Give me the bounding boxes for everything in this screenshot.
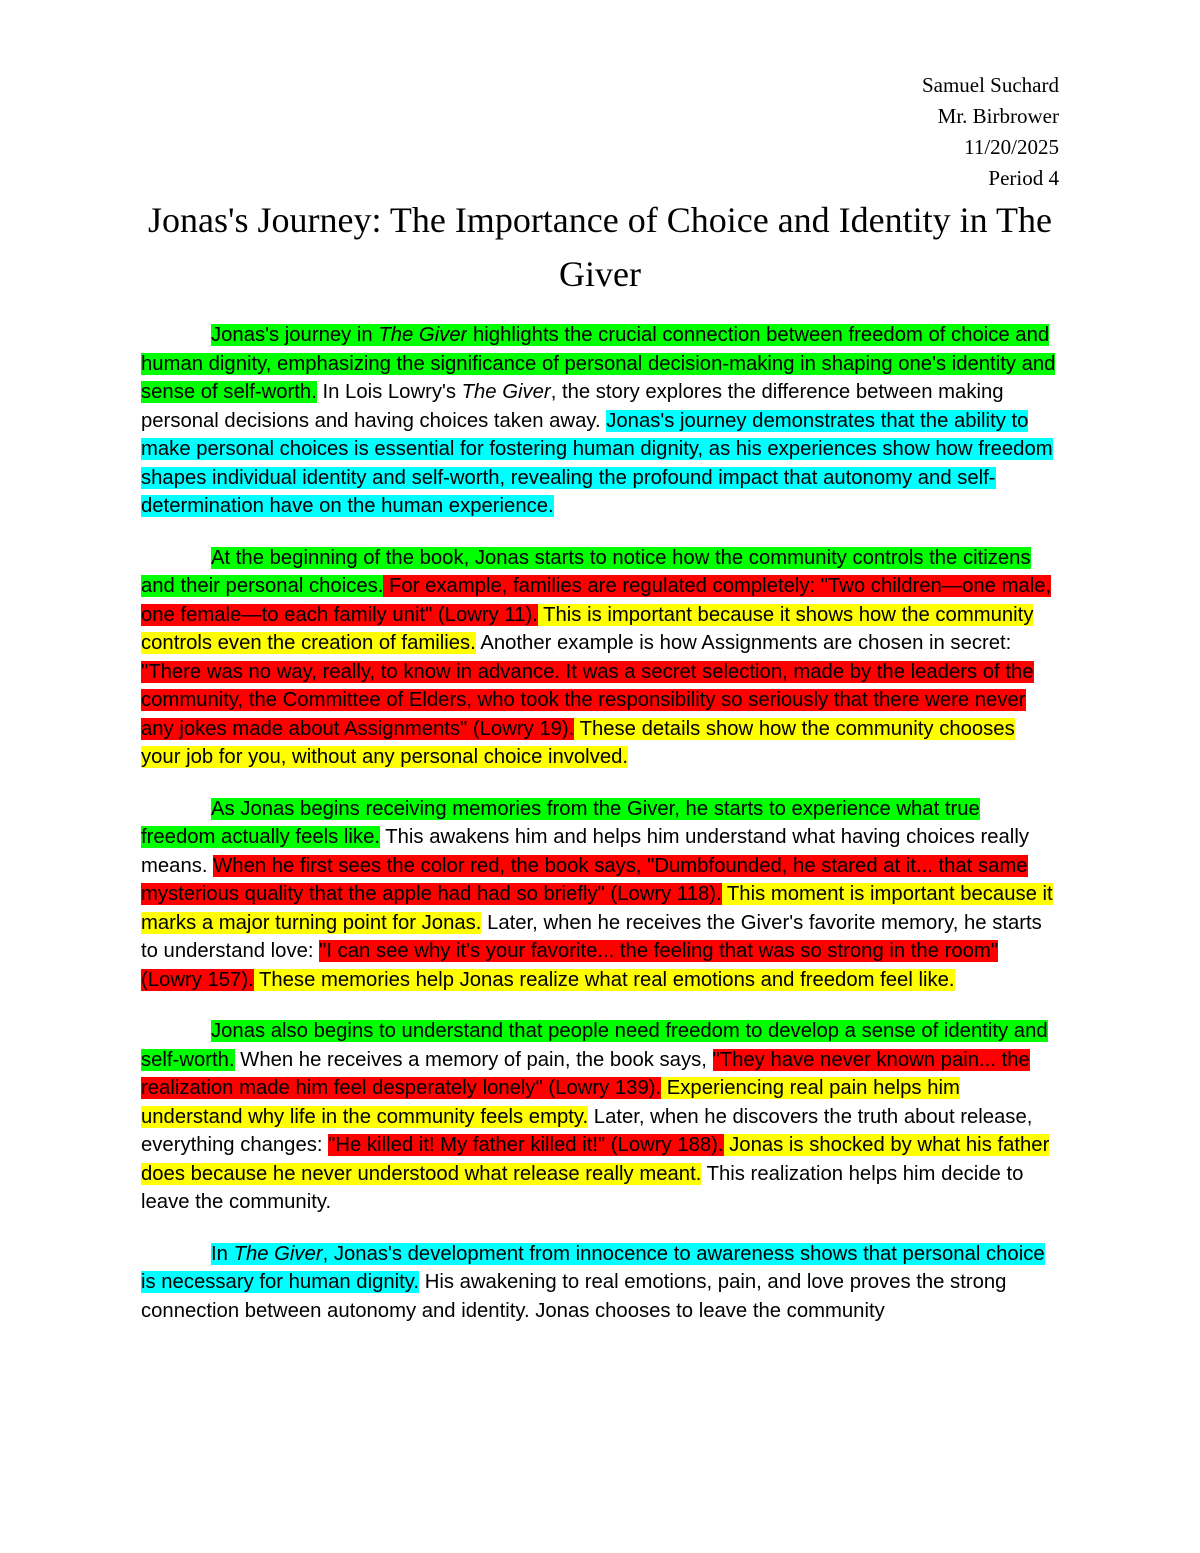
- date: 11/20/2025: [964, 135, 1059, 159]
- highlight-green: As Jonas begins receiving memories from the Giver, he starts to experience what true freedom actually feels like.: [141, 797, 980, 848]
- paragraph-body-3: [141, 1017, 1059, 1217]
- paragraph-body-1: [141, 544, 1059, 772]
- highlight-red: "He killed it! My father killed it!" (Lowry 188).: [328, 1134, 724, 1156]
- text-segment: This realization helps him decide to leave the community.: [141, 1162, 1024, 1213]
- highlight-cyan: In: [211, 1242, 234, 1265]
- highlight-red: "There was no way, really, to know in advance. It was a secret selection, made by the leaders of the community, the Committee of Elders, who took the responsibility so seriously that there were never any jokes made about Assignments" (Lowry 19).: [141, 660, 1034, 740]
- text-segment: Another example is how Assignments are chosen in secret:: [475, 632, 1012, 654]
- highlight-yellow: This is important because it shows how the community controls even the creation of families.: [141, 603, 1034, 654]
- highlight-green: highlights the crucial connection between freedom of choice and human dignity, emphasizing the significance of personal decision-making in shaping one's identity and sense of self-worth.: [141, 324, 1056, 403]
- highlight-yellow: Jonas is shocked by what his father does because he never understood what release really meant.: [141, 1134, 1050, 1185]
- teacher-name: Mr. Birbrower: [937, 104, 1059, 128]
- paragraph-body-2: [141, 795, 1059, 995]
- highlight-yellow: These details show how the community chooses your job for you, without any personal choice involved.: [141, 717, 1015, 768]
- highlight-yellow: These memories help Jonas realize what real emotions and freedom feel like.: [253, 968, 955, 991]
- highlight-cyan: Jonas's journey demonstrates that the ability to make personal choices is essential for fostering human dignity, as his experiences show how freedom shapes individual identity and self-worth, revealing the profound impact that autonomy and self-determination have on the human experience.: [141, 409, 1053, 517]
- student-name: Samuel Suchard: [921, 73, 1059, 97]
- highlight-green: Jonas's journey in: [211, 324, 379, 346]
- text-segment: Later, when he discovers the truth about release, everything changes:: [141, 1105, 1033, 1156]
- paragraph-intro: [141, 321, 1059, 521]
- highlight-green: At the beginning of the book, Jonas starts to notice how the community controls the citizens and their personal choices.: [141, 546, 1031, 597]
- book-title-italic: The Giver: [378, 324, 468, 346]
- text-segment: , the story explores the difference between making personal decisions and having choices taken away.: [141, 381, 1004, 432]
- highlight-red: "I can see why it's your favorite... the feeling that was so strong in the room" (Lowry 157).: [141, 940, 999, 991]
- highlight-red: For example, families are regulated completely: "Two children—one male, one female—to each family unit" (Lowry 11).: [141, 575, 1052, 626]
- class-period: Period 4: [988, 166, 1059, 190]
- text-segment: When he receives a memory of pain, the book says,: [234, 1048, 713, 1071]
- text-segment: In Lois Lowry's: [316, 381, 462, 403]
- book-title-italic: The Giver: [233, 1242, 323, 1265]
- essay-title: Jonas's Journey: The Importance of Choice and Identity in The Giver: [148, 200, 1052, 294]
- essay-body: [141, 321, 1059, 1325]
- highlight-red: When he first sees the color red, the book says, "Dumbfounded, he stared at it... that same mysterious quality that the apple had had so briefly" (Lowry 118).: [141, 854, 1028, 905]
- paragraph-conclusion: [141, 1240, 1059, 1326]
- text-segment: Later, when he receives the Giver's favorite memory, he starts to understand love:: [141, 911, 1042, 962]
- highlight-yellow: Experiencing real pain helps him understand why life in the community feels empty.: [141, 1077, 960, 1128]
- highlight-green: Jonas also begins to understand that people need freedom to develop a sense of identity and self-worth.: [141, 1020, 1048, 1071]
- header-block: [922, 70, 1059, 194]
- text-segment: This awakens him and helps him understand what having choices really means.: [141, 826, 1029, 877]
- book-title-italic: The Giver: [461, 381, 551, 403]
- text-segment: His awakening to real emotions, pain, and love proves the strong connection between autonomy and identity. Jonas chooses to leave the community: [141, 1271, 1007, 1322]
- highlight-cyan: , Jonas's development from innocence to awareness shows that personal choice is necessary for human dignity.: [141, 1242, 1045, 1293]
- highlight-red: "They have never known pain... the realization made him feel desperately lonely" (Lowry 139).: [141, 1048, 1030, 1099]
- highlight-yellow: This moment is important because it marks a major turning point for Jonas.: [141, 883, 1053, 934]
